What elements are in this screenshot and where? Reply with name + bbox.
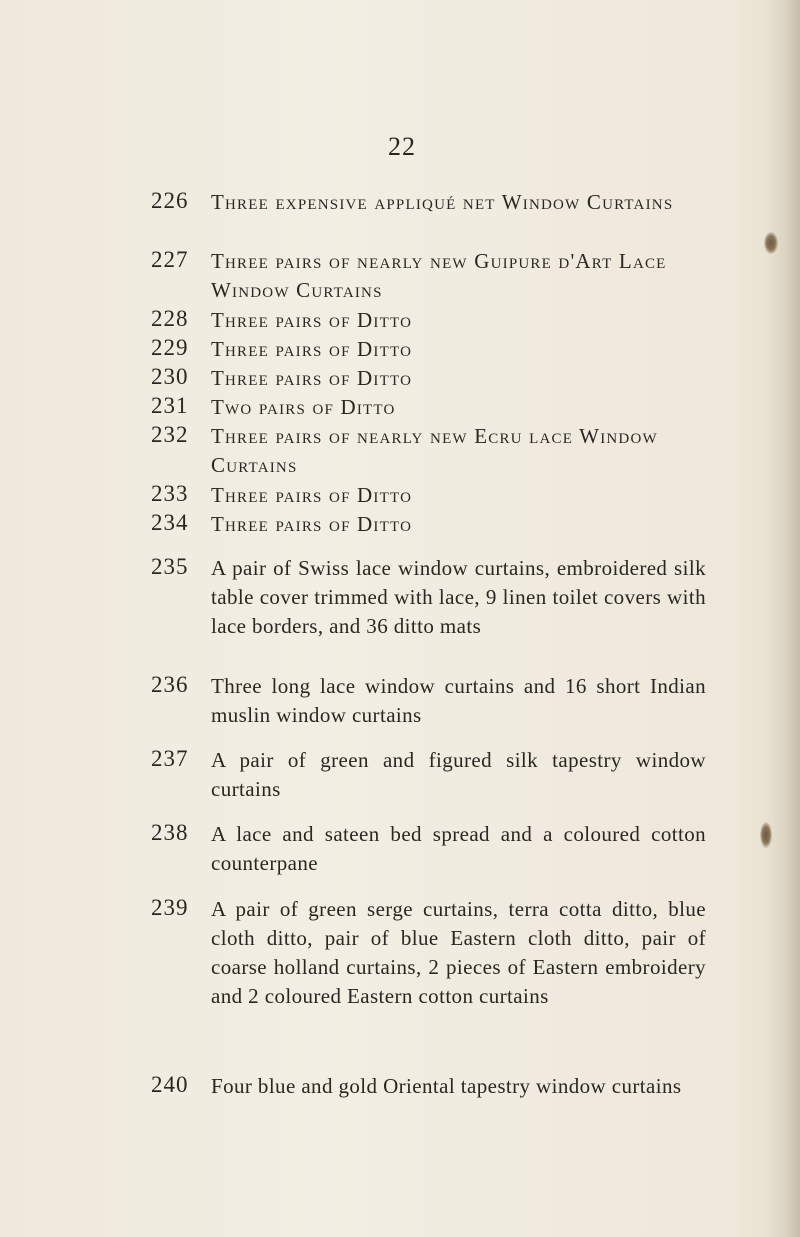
lot-number: 237 [151, 746, 189, 771]
ink-smudge [764, 232, 778, 254]
lot-number: 228 [151, 306, 189, 331]
lot-number: 239 [151, 895, 189, 920]
lot-description: Three pairs of Ditto [211, 366, 413, 390]
lot-number: 236 [151, 672, 189, 697]
lot-number: 235 [151, 554, 189, 579]
lot-description: A pair of Swiss lace window curtains, embroidered silk table cover trimmed with lace, 9 linen toilet covers with lace borders, and 36 ditto mats [211, 556, 706, 638]
lot-description: A pair of green and figured silk tapestry window curtains [211, 748, 706, 801]
lot-description: Three pairs of Ditto [211, 308, 413, 332]
lot-number: 227 [151, 247, 189, 272]
lot-description: Three long lace window curtains and 16 short Indian muslin window curtains [211, 674, 706, 727]
lot-number: 233 [151, 481, 189, 506]
ink-smudge [760, 822, 772, 848]
lot-description: A pair of green serge curtains, terra cotta ditto, blue cloth ditto, pair of blue Eastern cloth ditto, pair of coarse holland curtains, 2 pieces of Eastern embroidery and 2 coloured Eastern cotton curtains [211, 897, 706, 1008]
lot-number: 229 [151, 335, 189, 360]
lot-number: 226 [151, 188, 189, 213]
lot-description: Three pairs of Ditto [211, 483, 413, 507]
page-edge-shadow [766, 0, 800, 1237]
lot-description: Four blue and gold Oriental tapestry window curtains [211, 1074, 682, 1098]
lot-number: 230 [151, 364, 189, 389]
lot-description: Three pairs of Ditto [211, 337, 413, 361]
lot-description: A lace and sateen bed spread and a coloured cotton counterpane [211, 822, 706, 875]
page-number: 22 [388, 132, 416, 161]
lot-number: 234 [151, 510, 189, 535]
lot-description: Three pairs of nearly new Guipure d'Art Lace Window Curtains [211, 249, 667, 302]
lot-number: 231 [151, 393, 189, 418]
lot-description: Three pairs of nearly new Ecru lace Window Curtains [211, 424, 658, 477]
lot-number: 232 [151, 422, 189, 447]
lot-number: 240 [151, 1072, 189, 1097]
lot-description: Three pairs of Ditto [211, 512, 413, 536]
lot-description: Three expensive appliqué net Window Curtains [211, 190, 674, 214]
lot-number: 238 [151, 820, 189, 845]
lot-description: Two pairs of Ditto [211, 395, 396, 419]
